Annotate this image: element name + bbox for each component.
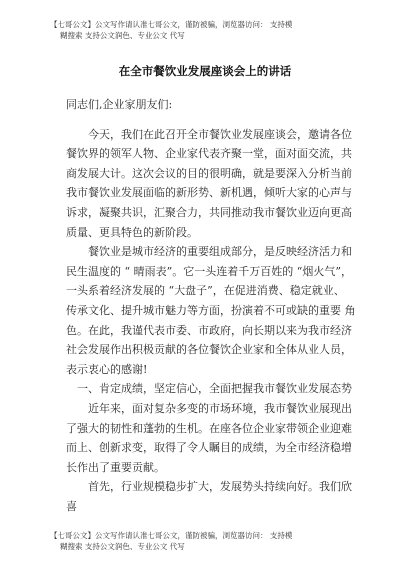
page-header — [50, 19, 380, 41]
paragraph: 餐饮业是城市经济的重要组成部分，是反映经济活力和民生温度的 “ 晴雨表”。它一头连着千万百姓的 “烟火气”，一头系着经济发展的 “大盘子”，在促进消费、稳定就业、 传承文化、提升城市魅力等方面，扮演着不可或缺的重要 角色。在此，我谨代表市委、市政府，向长期以来为我市经济 社会发展作出积极贡献的各位餐饮企业家和全体从业人员， 表示衷心的感谢! — [66, 245, 356, 376]
header-line-1: 【七哥公文】公文写作请认准七哥公文，谨防被骗，浏览器访问： 支持模 — [50, 20, 293, 29]
footer-line-1: 【七哥公文】公文写作请认准七哥公文，谨防被骗，浏览器访问： 支持模 — [50, 531, 293, 540]
salutation: 同志们,企业家朋友们: — [66, 98, 173, 111]
document-body — [66, 95, 356, 516]
paragraph: 近年来，面对复杂多变的市场环境，我市餐饮业展现出了强大的韧性和蓬勃的生机。在座各位企业家带领企业迎难而上、创新求变，取得了令人瞩目的成绩，为全市经济稳增长作出了重要贡献。 — [66, 401, 352, 474]
paragraph: 今天，我们在此召开全市餐饮业发展座谈会，邀请各位餐饮界的领军人物、企业家代表齐聚一堂，面对面交流，共商发展大计。这次会议的目的很明确，就是要深入分析当前我市餐饮业发展面临的新形势、新机遇，倾听大家的心声与诉求，凝聚共识，汇聚合力，共同推动我市餐饮业迈向更高质量、更具特色的新阶段。 — [66, 127, 352, 239]
paragraph: 首先，行业规模稳步扩大，发展势头持续向好。我们欣喜 — [66, 480, 352, 513]
document-title: 在全市餐饮业发展座谈会上的讲话 — [118, 64, 292, 78]
footer-line-2: 糊搜索 支持公文润色、专业公文 代写 — [60, 542, 185, 551]
page-footer — [50, 530, 380, 552]
section-heading: 一、肯定成绩，坚定信心，全面把握我市餐饮业发展态势 — [77, 382, 352, 396]
header-line-2: 糊搜索 支持公文润色、专业公文 代写 — [60, 31, 185, 40]
